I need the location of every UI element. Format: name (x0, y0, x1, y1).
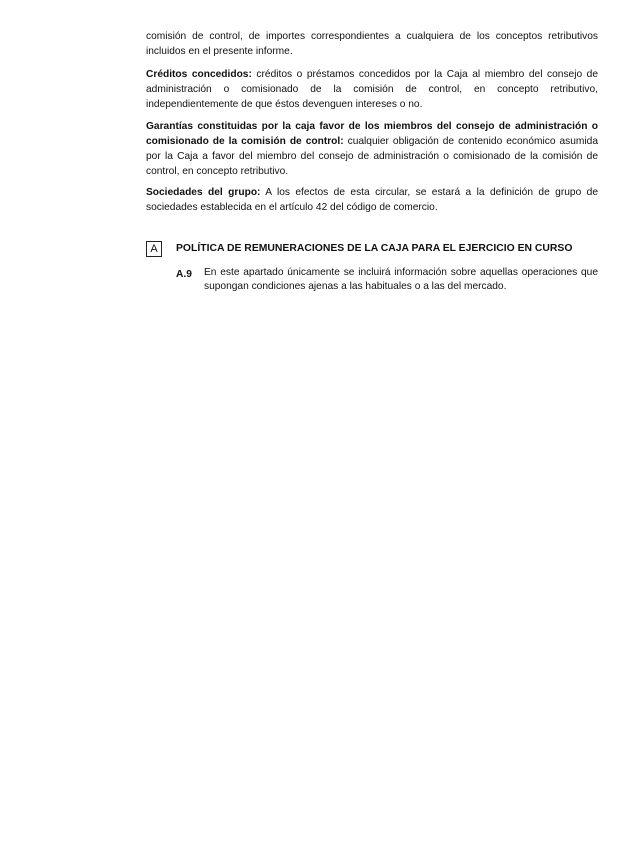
definition-term: Garantías constituidas por la caja favor de los miembros del consejo de administración o comisionado de la comisión de control: (146, 121, 598, 147)
definition-text: A los efectos de esta circular, se estará a la definición de grupo de sociedades establecida en el artículo 42 del código de comercio. (146, 187, 598, 213)
definition-continuation (146, 29, 598, 59)
definition-text: comisión de control, de importes correspondientes a cualquiera de los conceptos retributivos incluidos en el presente informe. (146, 31, 598, 57)
item-text: En este apartado únicamente se incluirá información sobre aquellas operaciones que supongan condiciones ajenas a las habituales o a las del mercado. (204, 267, 598, 292)
section-letter-box: A (146, 241, 162, 257)
definition-text: créditos o préstamos concedidos por la Caja al miembro del consejo de administración o comisionado de la comisión de control, en concepto retributivo, independientemente de que éstos devenguen intereses o no. (146, 69, 599, 110)
definition-term: Créditos concedidos: (146, 69, 252, 80)
definition-creditos (146, 67, 598, 112)
item-number: A.9 (176, 269, 192, 280)
definition-sociedades (146, 185, 598, 215)
definition-garantias (146, 119, 598, 179)
definition-term: Sociedades del grupo: (146, 187, 261, 198)
section-title: POLÍTICA DE REMUNERACIONES DE LA CAJA PARA EL EJERCICIO EN CURSO (176, 243, 573, 254)
definition-text: cualquier obligación de contenido económico asumida por la Caja a favor del miembro del consejo de administración o comisionado de la comisión de control, en concepto retributivo. (146, 136, 598, 177)
